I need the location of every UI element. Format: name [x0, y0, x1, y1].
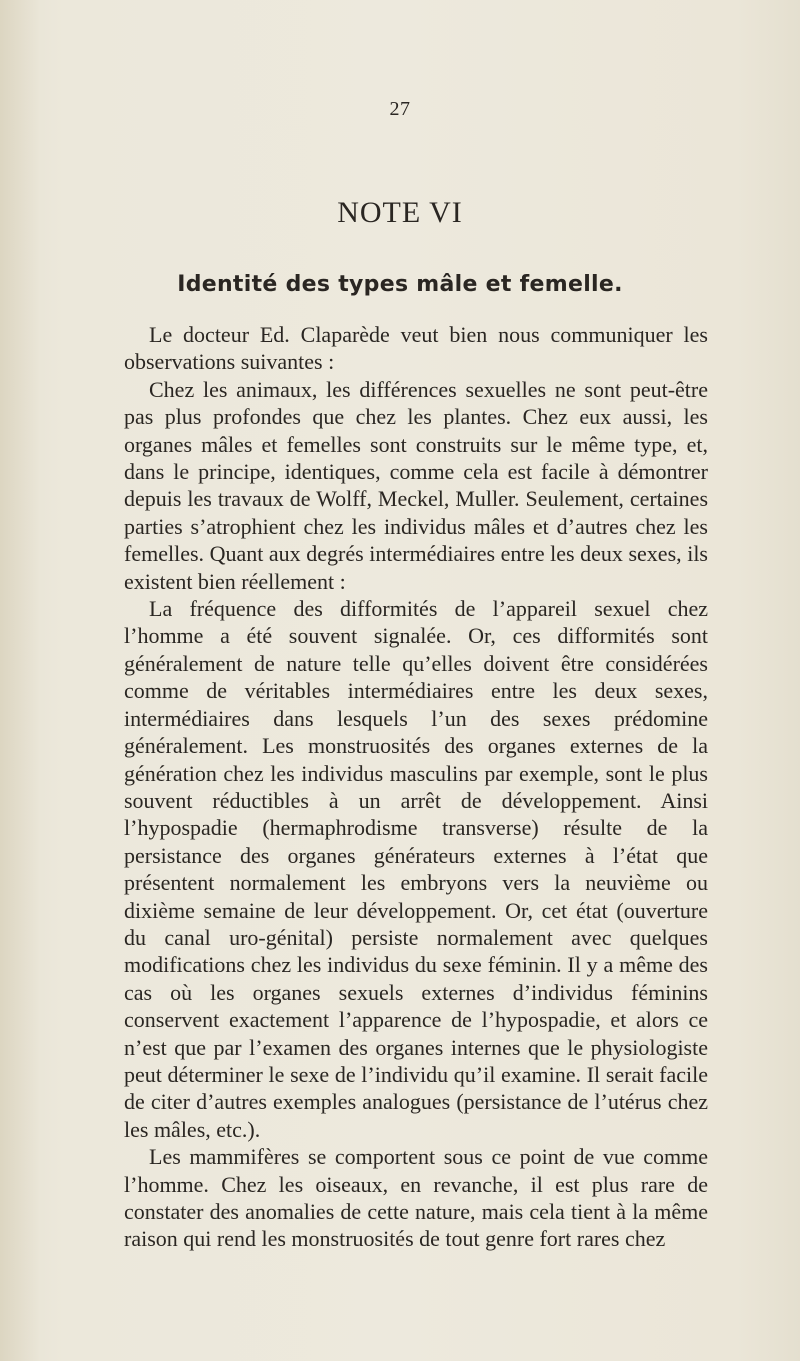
page-number: 27	[389, 98, 411, 120]
body-text	[124, 321, 708, 1253]
note-title: NOTE VI	[337, 196, 463, 229]
paragraph: Les mammifères se comportent sous ce point de vue comme l’homme. Chez les oiseaux, en revanche, il est plus rare de constater des anomalies de cette nature, mais cela tient à la même raison qui rend les monstruosités de tout genre fort rares chez	[124, 1144, 708, 1252]
section-subtitle: Identité des types mâle et femelle.	[177, 272, 623, 297]
paragraph: La fréquence des difformités de l’appareil sexuel chez l’homme a été souvent signalée. Or, ces difformités sont généralement de nature telle qu’elles doivent être considérées comme de véritables intermédiaires entre les deux sexes, intermédiaires dans lesquels l’un des sexes prédomine généralement. Les monstruosités des organes externes de la génération chez les individus masculins par exemple, sont le plus souvent réductibles à un arrêt de développement. Ainsi l’hypospadie (hermaphrodisme transverse) résulte de la persistance des organes générateurs externes à l’état que présentent normalement les embryons vers la neuvième ou dixième semaine de leur développement. Or, cet état (ouverture du canal uro-génital) persiste normalement avec quelques modifications chez les individus du sexe féminin. Il y a même des cas où les organes sexuels externes d’individus féminins conservent exactement l’apparence de l’hypospadie, et alors ce n’est que par l’examen des organes internes que le physiologiste peut déterminer le sexe de l’individu qu’il examine. Il serait facile de citer d’autres exemples analogues (persistance de l’utérus chez les mâles, etc.).	[124, 596, 708, 1142]
paragraph: Le docteur Ed. Claparède veut bien nous communiquer les observations suivantes :	[124, 322, 708, 375]
paragraph: Chez les animaux, les différences sexuelles ne sont peut-être pas plus profondes que chez les plantes. Chez eux aussi, les organes mâles et femelles sont construits sur le même type, et, dans le principe, identiques, comme cela est facile à démontrer depuis les travaux de Wolff, Meckel, Muller. Seulement, certaines parties s’atrophient chez les individus mâles et d’autres chez les femelles. Quant aux degrés intermédiaires entre les deux sexes, ils existent bien réellement :	[124, 376, 708, 594]
